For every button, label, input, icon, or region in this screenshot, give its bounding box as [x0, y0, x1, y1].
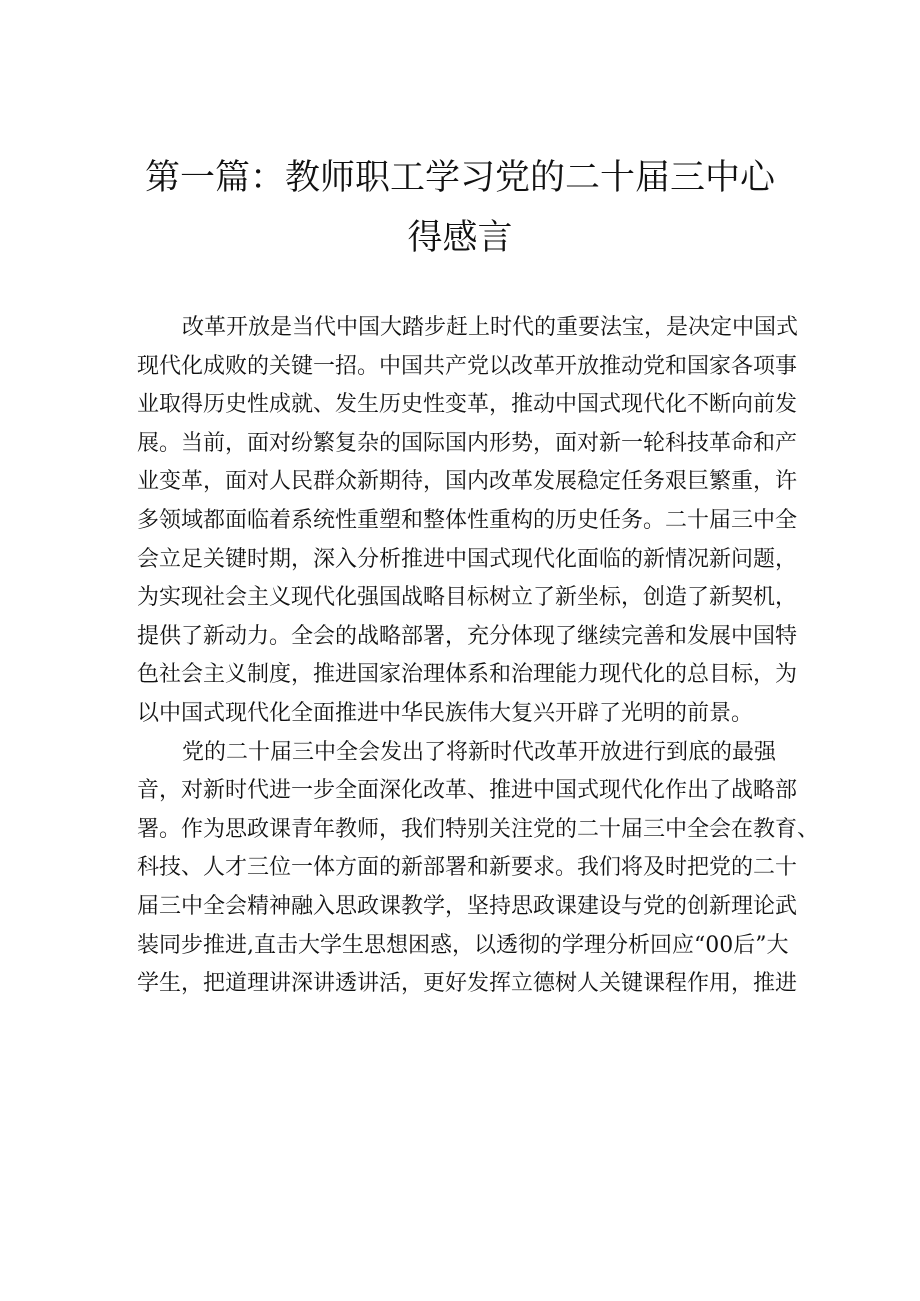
document-title — [0, 148, 920, 268]
text-line: 改革开放是当代中国大踏步赶上时代的重要法宝，是决定中国式 — [182, 315, 799, 340]
text-line: 党的二十届三中全会发出了将新时代改革开放进行到底的最强 — [182, 739, 777, 765]
text-line: 会立足关键时期，深入分析推进中国式现代化面临的新情况新问题， — [137, 546, 798, 572]
text-line: 装同步推进,直击大学生思想困惑，以透彻的学理分析回应“00后”大 — [137, 932, 789, 958]
text-line: 多领域都面临着系统性重塑和整体性重构的历史任务。二十届三中全 — [137, 507, 798, 533]
text-line: 学生，把道理讲深讲透讲活，更好发挥立德树人关键课程作用，推进 — [137, 971, 798, 997]
title-line-1: 第一篇：教师职工学习党的二十届三中心 — [144, 158, 775, 198]
document-body — [137, 309, 820, 1004]
text-line: 科技、人才三位一体方面的新部署和新要求。我们将及时把党的二十 — [137, 855, 798, 881]
text-line: 展。当前，面对纷繁复杂的国际国内形势，面对新一轮科技革命和产 — [137, 430, 798, 456]
text-line: 音，对新时代进一步全面深化改革、推进中国式现代化作出了战略部 — [137, 778, 798, 804]
text-line: 提供了新动力。全会的战略部署，充分体现了继续完善和发展中国特 — [137, 623, 798, 649]
text-line: 为实现社会主义现代化强国战略目标树立了新坐标，创造了新契机， — [137, 585, 798, 611]
text-line: 业取得历史性成就、发生历史性变革，推动中国式现代化不断向前发 — [137, 392, 798, 418]
text-line: 届三中全会精神融入思政课教学，坚持思政课建设与党的创新理论武 — [137, 893, 798, 919]
text-line: 署。作为思政课青年教师，我们特别关注党的二十届三中全会在教育、 — [137, 816, 820, 842]
text-line: 现代化成败的关键一招。中国共产党以改革开放推动党和国家各项事 — [137, 353, 798, 379]
paragraph-2 — [137, 734, 820, 1004]
text-line: 以中国式现代化全面推进中华民族伟大复兴开辟了光明的前景。 — [137, 700, 754, 726]
paragraph-1 — [137, 309, 799, 734]
text-line: 业变革，面对人民群众新期待，国内改革发展稳定任务艰巨繁重，许 — [137, 469, 798, 495]
text-line: 色社会主义制度，推进国家治理体系和治理能力现代化的总目标，为 — [137, 662, 798, 688]
title-line-2: 得感言 — [407, 218, 513, 258]
